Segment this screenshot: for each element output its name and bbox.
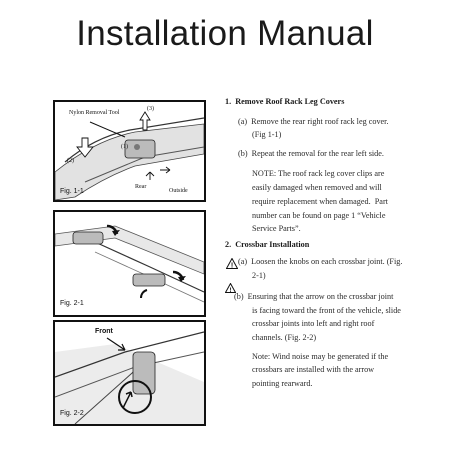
step-2a-line2: 2-1) [252, 271, 266, 280]
figure-1-1-illustration [55, 102, 204, 200]
step-1b-line1: (b) Repeat the removal for the rear left side. [238, 149, 384, 158]
note-1-line1: NOTE: The roof rack leg cover clips are [252, 169, 385, 178]
step-1a-line2: (Fig 1-1) [252, 130, 282, 139]
figure-2-1 [53, 210, 206, 317]
step-2b-line1: (b) Ensuring that the arrow on the crossbar joint [234, 292, 394, 301]
step-2b-line2: is facing toward the front of the vehicle, slide [252, 306, 401, 315]
svg-text:!: ! [230, 262, 234, 269]
step-2a-line1: (a) Loosen the knobs on each crossbar joint. (Fig. [238, 257, 403, 266]
figure-label: Fig. 2-1 [60, 300, 84, 307]
note-2-line3: pointing rearward. [252, 379, 313, 388]
figure-label: Fig. 2-2 [60, 410, 84, 417]
callout-2: (2) [67, 158, 74, 164]
figure-2-2-illustration [55, 322, 204, 424]
callout-1: (1) [121, 144, 128, 150]
callout-3: (3) [147, 106, 154, 112]
note-1-line5: Service Parts”. [252, 224, 301, 233]
svg-text:!: ! [229, 286, 232, 293]
direction-outside: Outside [169, 188, 188, 194]
note-1-line4: number can be found on page 1 “Vehicle [252, 211, 386, 220]
step-2b-line3: crossbar joints into left and right roof [252, 319, 375, 328]
step-2b-line4: channels. (Fig. 2-2) [252, 333, 317, 342]
figure-2-2 [53, 320, 206, 426]
step-1a-line1: (a) Remove the rear right roof rack leg cover. [238, 117, 389, 126]
front-callout: Front [95, 328, 113, 335]
section-1-heading: 1. Remove Roof Rack Leg Covers [225, 97, 345, 106]
note-1-line3: require replacement when damaged. Part [252, 197, 388, 206]
note-2-line1: Note: Wind noise may be generated if the [252, 352, 389, 361]
figure-label: Fig. 1-1 [60, 188, 84, 195]
nylon-tool-callout: Nylon Removal Tool [69, 110, 120, 116]
page-title: Installation Manual [76, 14, 374, 53]
section-2-heading: 2. Crossbar Installation [225, 240, 310, 249]
warning-icon [226, 258, 238, 269]
note-2-line2: crossbars are installed with the arrow [252, 365, 375, 374]
figure-1-1 [53, 100, 206, 202]
direction-rear: Rear [135, 184, 147, 190]
note-1-line2: easily damaged when removed and will [252, 183, 382, 192]
